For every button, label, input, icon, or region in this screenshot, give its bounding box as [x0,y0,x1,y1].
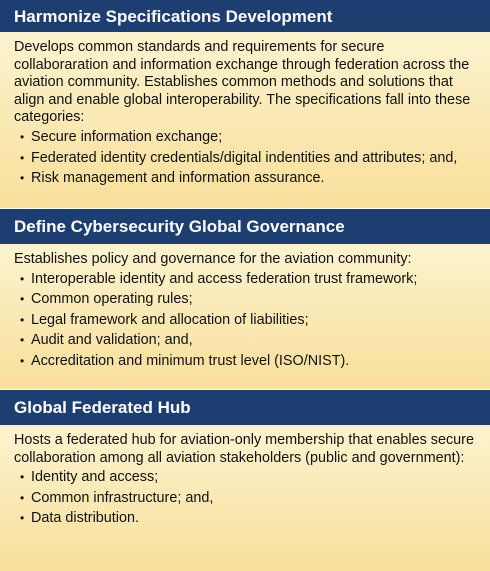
bullet-icon: • [20,490,25,505]
bullet-list [14,271,476,371]
section-title: Harmonize Specifications Development [0,0,490,32]
list-item [14,271,476,289]
list-item [14,353,476,371]
section-title: Global Federated Hub [0,389,490,425]
bullet-list [14,129,476,188]
bullet-icon: • [20,292,25,307]
bullet-list [14,469,476,528]
list-item-text: Common operating rules; [31,291,193,308]
section-intro: Hosts a federated hub for aviation-only membership that enables secure collaboration among all aviation stakeholders (public and government): [14,432,474,466]
list-item-text: Audit and validation; and, [31,332,193,349]
section-body [0,425,490,571]
section-intro: Establishes policy and governance for the aviation community: [14,251,412,267]
list-item [14,291,476,309]
section-governance [0,208,490,389]
section-body [0,32,490,208]
section-harmonize [0,0,490,208]
list-item-text: Interoperable identity and access federation trust framework; [31,270,418,287]
list-item-text: Accreditation and minimum trust level (ISO/NIST). [31,352,350,369]
bullet-icon: • [20,353,25,368]
list-item [14,150,476,168]
list-item [14,170,476,188]
bullet-icon: • [20,511,25,526]
bullet-icon: • [20,150,25,165]
list-item-text: Legal framework and allocation of liabilities; [31,311,309,328]
section-title: Define Cybersecurity Global Governance [0,208,490,244]
section-federated-hub [0,389,490,571]
bullet-icon: • [20,171,25,186]
bullet-icon: • [20,271,25,286]
list-item-text: Federated identity credentials/digital indentities and attributes; and, [31,149,458,166]
list-item-text: Identity and access; [31,469,159,486]
list-item [14,510,476,528]
list-item-text: Secure information exchange; [31,128,223,145]
list-item [14,312,476,330]
bullet-icon: • [20,129,25,144]
list-item [14,490,476,508]
bullet-icon: • [20,333,25,348]
list-item-text: Risk management and information assurance. [31,170,325,187]
list-item-text: Data distribution. [31,510,139,527]
section-body [0,244,490,389]
list-item [14,129,476,147]
bullet-icon: • [20,470,25,485]
list-item [14,332,476,350]
bullet-icon: • [20,312,25,327]
section-intro: Develops common standards and requirements for secure collaboraration and information exchange through federation across the aviation community. Establishes common methods and solutions that align and enable global interoperability. The specifications fall into these categories: [14,39,471,126]
list-item-text: Common infrastructure; and, [31,489,214,506]
list-item [14,469,476,487]
